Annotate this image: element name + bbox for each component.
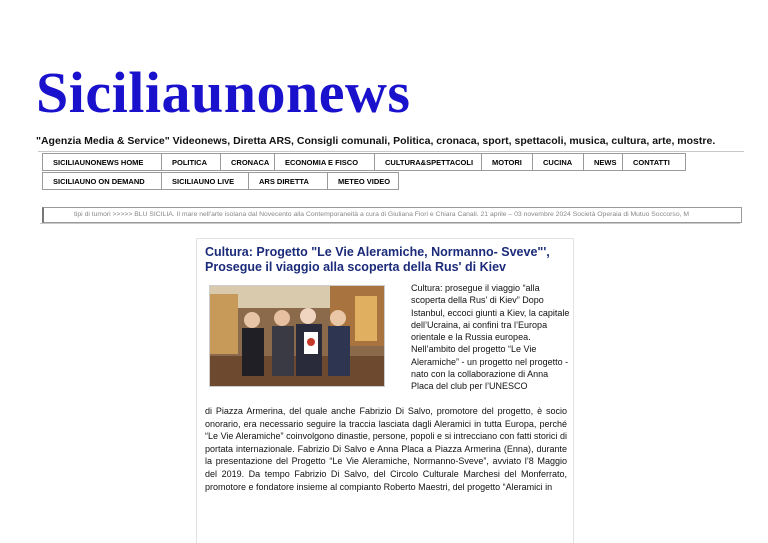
- nav-divider: [38, 151, 744, 152]
- nav-item-politica[interactable]: POLITICA: [161, 153, 221, 171]
- nav-item-economia[interactable]: ECONOMIA E FISCO: [274, 153, 375, 171]
- ticker-divider: [40, 223, 740, 224]
- article-body: di Piazza Armerina, del quale anche Fabrizio Di Salvo, promotore del progetto, è socio onorario, era necessario seguire la traccia lasciata dagli Aleramici in tutta Europa, perché “Le Vie Aleramiche” coinvolgono dinastie, persone, popoli e si intrecciano con fatti storici di portata internazionale. Fabrizio Di Salvo e Anna Placa a Piazza Armerina (Enna), durante la presentazione del Progetto “Le Vie Aleramiche, Normanno-Sveve”, avviato l’8 Maggio del 2019. Da tempo Fabrizio Di Salvo, del Circolo Culturale Marchesi del Monferrato, promotore e fondatore insieme al compianto Roberto Maestri, del progetto “Aleramici in: [205, 406, 567, 492]
- main-nav-row-1: [42, 153, 685, 171]
- nav-item-meteo-video[interactable]: METEO VIDEO: [327, 172, 399, 190]
- nav-item-cronaca[interactable]: CRONACA: [220, 153, 275, 171]
- main-nav-row-2: [42, 172, 398, 190]
- article-intro: Cultura: prosegue il viaggio “alla scoperta della Rus’ di Kiev” Dopo Istanbul, eccoci giunti a Kiev, la capitale dell’Ucraina, ai confini tra l’Europa orientale e la Russia europea. Nell’ambito del progetto “Le Vie Aleramiche” - un progetto nel progetto - nato con la collaborazione di Anna Placa del club per l’UNESCO: [411, 283, 570, 392]
- nav-item-cultura[interactable]: CULTURA&SPETTACOLI: [374, 153, 482, 171]
- site-logo[interactable]: Siciliaunonews: [36, 60, 411, 125]
- article-photo-image: [210, 286, 384, 386]
- news-ticker[interactable]: tipi di tumori >>>>> BLU SICILIA. Il mare nell'arte isolana dal Novecento alla Contemporaneità a cura di Giuliana Fiori e Chiara Canali. 21 aprile – 03 novembre 2024 Società Operaia di Mutuo Soccorso, M: [42, 207, 742, 223]
- nav-item-ars-diretta[interactable]: ARS DIRETTA: [248, 172, 328, 190]
- nav-item-home[interactable]: SICILIAUNONEWS HOME: [42, 153, 162, 171]
- nav-item-cucina[interactable]: CUCINA: [532, 153, 584, 171]
- nav-item-on-demand[interactable]: SICILIAUNO ON DEMAND: [42, 172, 162, 190]
- nav-item-motori[interactable]: MOTORI: [481, 153, 533, 171]
- nav-item-live[interactable]: SICILIAUNO LIVE: [161, 172, 249, 190]
- nav-item-news[interactable]: NEWS: [583, 153, 623, 171]
- nav-item-contatti[interactable]: CONTATTI: [622, 153, 686, 171]
- article-title[interactable]: Cultura: Progetto "Le Vie Aleramiche, Normanno- Sveve"', Prosegue il viaggio alla scoperta della Rus' di Kiev: [205, 245, 550, 274]
- site-tagline: "Agenzia Media & Service" Videonews, Diretta ARS, Consigli comunali, Politica, cronaca, sport, spettacoli, musica, cultura, arte, mostre.: [36, 135, 716, 147]
- article-card: [196, 238, 574, 543]
- article-photo[interactable]: [209, 285, 385, 387]
